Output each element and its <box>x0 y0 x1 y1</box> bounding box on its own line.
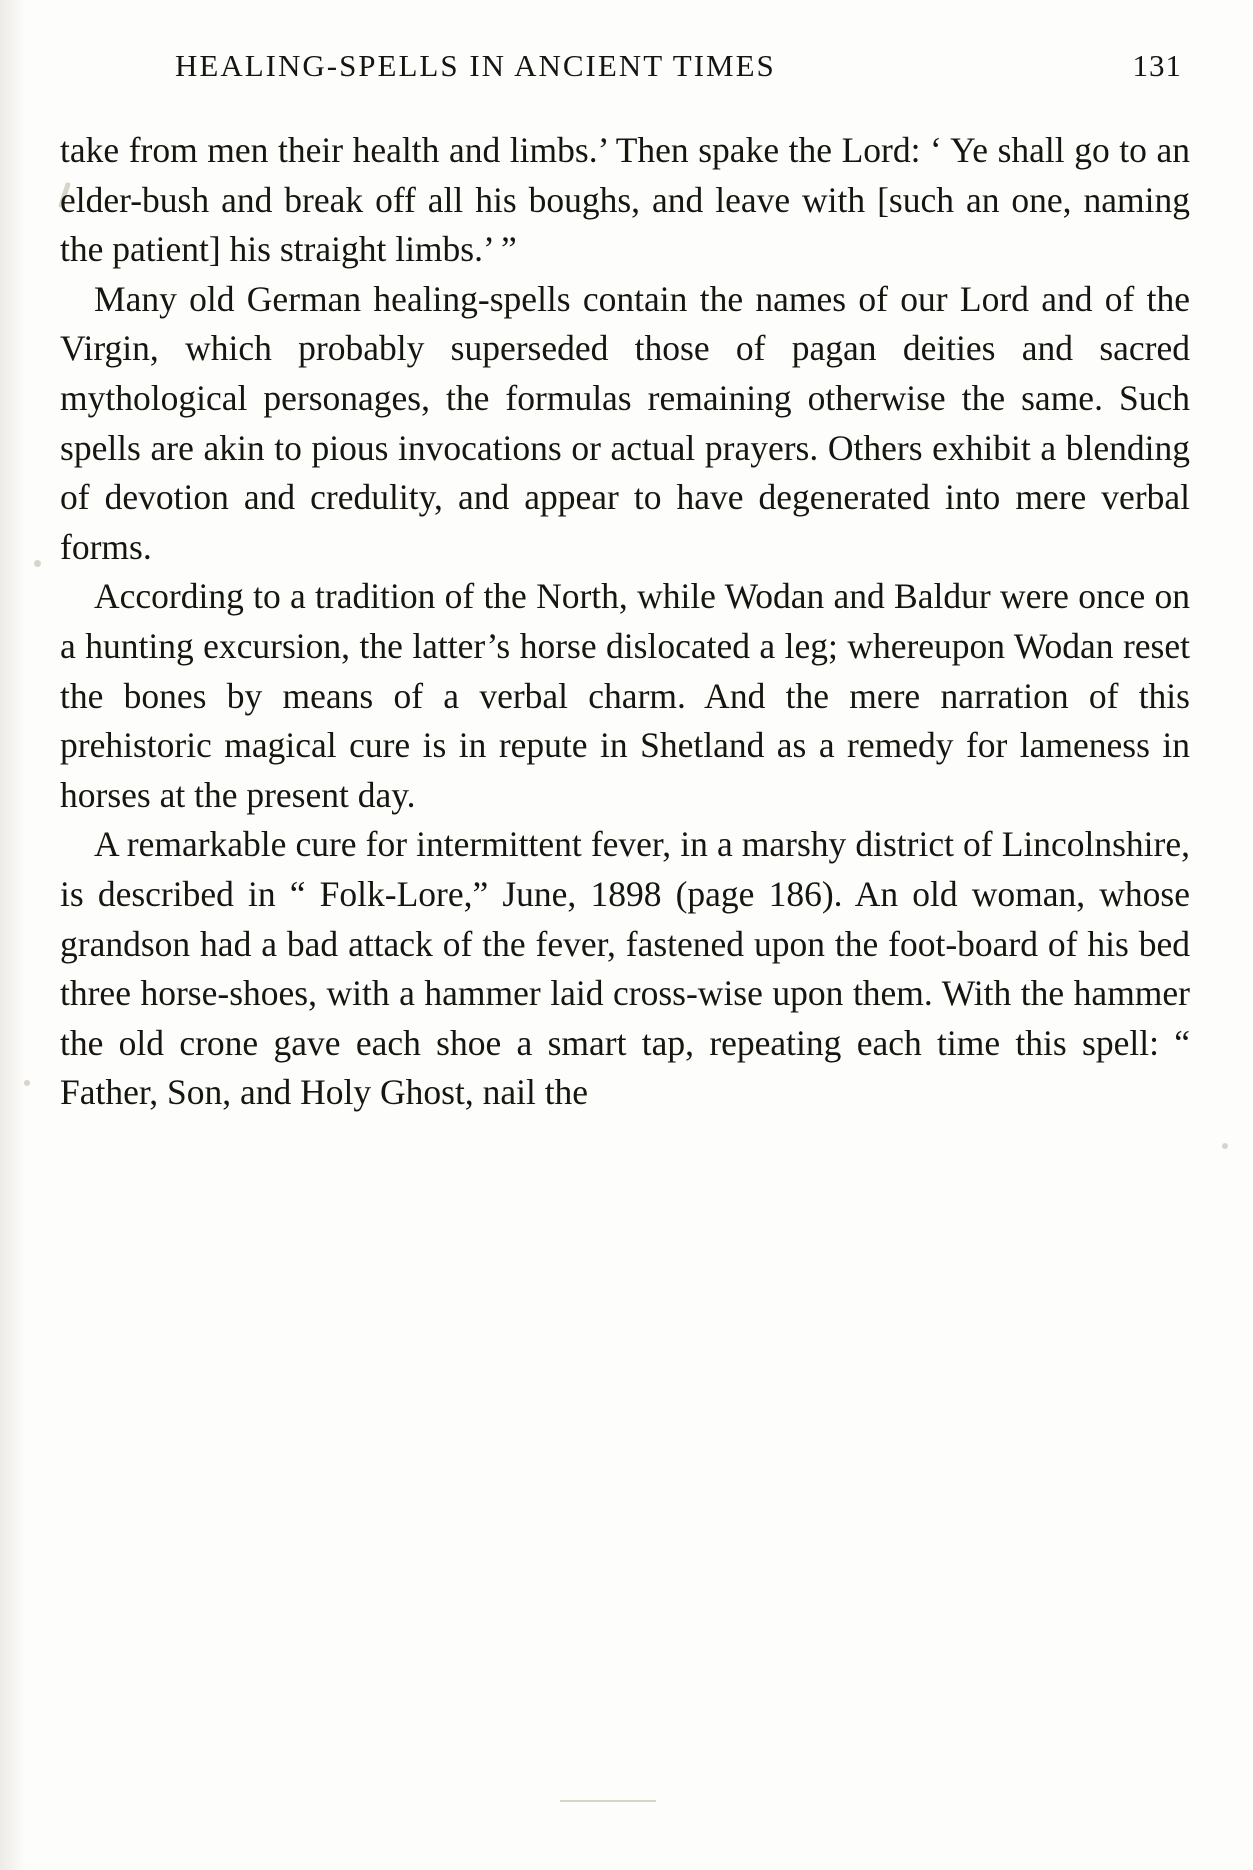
running-head <box>60 48 1190 84</box>
page-number: 131 <box>1132 48 1182 83</box>
paragraph: According to a tradition of the North, while Wodan and Baldur were once on a hunting excursion, the latter’s horse dislocated a leg; whereupon Wodan reset the bones by means of a verbal charm. And the mere narration of this prehistoric magical cure is in repute in Shetland as a remedy for lameness in horses at the present day. <box>60 576 1190 815</box>
page-bottom-mark <box>560 1800 656 1802</box>
page-speck <box>1222 1143 1228 1149</box>
page-content <box>60 48 1190 1118</box>
page-speck <box>34 560 41 567</box>
paragraph: take from men their health and limbs.’ Then spake the Lord: ‘ Ye shall go to an elder-bush and break off all his boughs, and leave with [such an one, naming the patient] his straight limbs.’ ” <box>60 130 1190 270</box>
page-speck <box>24 1080 30 1086</box>
paragraph: A remarkable cure for intermittent fever, in a marshy district of Lincolnshire, is described in “ Folk-Lore,” June, 1898 (page 186). An old woman, whose grandson had a bad attack of the fever, fastened upon the foot-board of his bed three horse-shoes, with a hammer laid cross-wise upon them. With the hammer the old crone gave each shoe a smart tap, repeating each time this spell: “ Father, Son, and Holy Ghost, nail the <box>60 824 1190 1113</box>
running-head-title: HEALING-SPELLS IN ANCIENT TIMES <box>175 48 776 83</box>
page-edge-shading <box>0 0 26 1870</box>
paragraph: Many old German healing-spells contain the names of our Lord and of the Virgin, which probably superseded those of pagan deities and sacred mythological personages, the formulas remaining otherwise the same. Such spells are akin to pious invocations or actual prayers. Others exhibit a blending of devotion and credulity, and appear to have degenerated into mere verbal forms. <box>60 278 1190 567</box>
body-text <box>60 126 1190 1118</box>
